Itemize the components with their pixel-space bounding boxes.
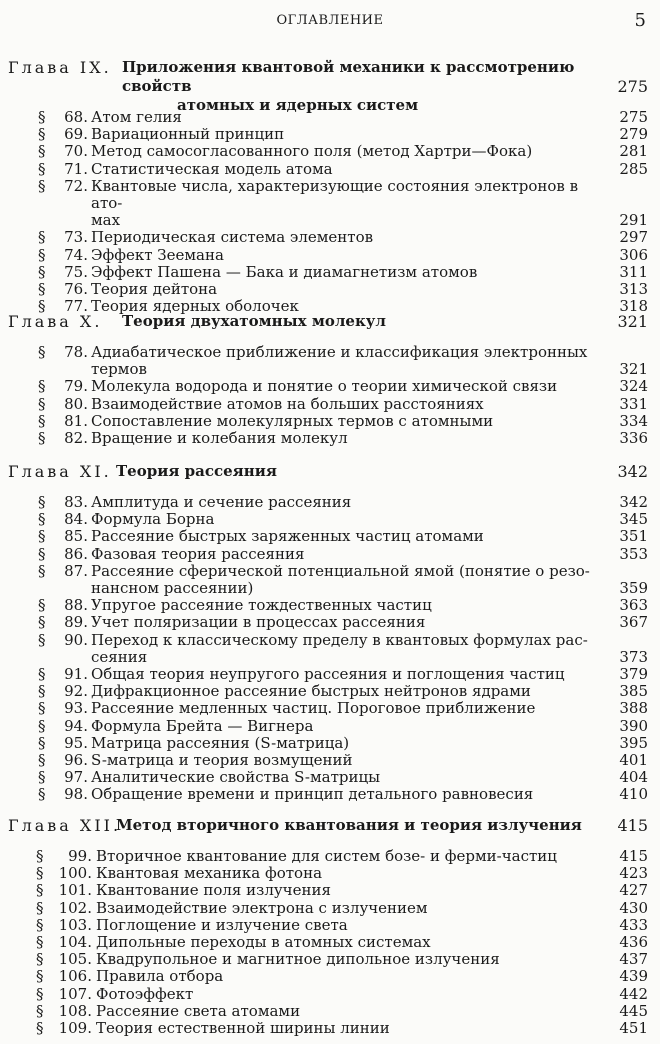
section-page: 351	[619, 527, 648, 546]
section-page: 285	[619, 159, 648, 178]
section-list	[0, 848, 660, 1037]
section-page: 436	[619, 933, 648, 952]
section-symbol: §	[38, 228, 46, 247]
section-page: 437	[619, 950, 648, 969]
section-symbol: §	[38, 716, 46, 735]
section-symbol: §	[38, 665, 46, 684]
section-title: Сопоставление молекулярных термов с атомными	[91, 411, 494, 430]
section-page: 385	[619, 682, 648, 701]
toc-entry	[0, 126, 660, 143]
toc-entry	[0, 735, 660, 752]
section-number: 75.	[64, 262, 88, 281]
toc-entry	[0, 1003, 660, 1020]
section-title: Обращение времени и принцип детального равновесия	[91, 785, 534, 804]
section-title: Общая теория неупругого рассеяния и поглощения частиц	[91, 665, 565, 684]
section-title: Квантовые числа, характеризующие состояния электронов в ато- мах	[91, 178, 612, 230]
toc-entry	[0, 264, 660, 281]
section-title: Метод самосогласованного поля (метод Хартри—Фока)	[91, 142, 533, 161]
section-number: 68.	[64, 108, 88, 126]
section-number: 74.	[64, 245, 88, 264]
chapter-heading	[0, 58, 660, 114]
section-title-continued: нансном рассеянии)	[91, 579, 254, 598]
section-title: Формула Брейта — Вигнера	[91, 716, 314, 735]
section-number: 92.	[64, 682, 88, 701]
section-number: 80.	[64, 394, 88, 413]
toc-entry	[0, 986, 660, 1003]
section-page: 342	[619, 493, 648, 511]
section-page: 404	[619, 768, 648, 787]
section-symbol: §	[38, 245, 46, 264]
section-symbol: §	[38, 280, 46, 299]
section-title: Статистическая модель атома	[91, 159, 333, 178]
chapter-9	[0, 58, 660, 315]
toc-entry	[0, 344, 660, 378]
section-title: Квадрупольное и магнитное дипольное излучения	[96, 950, 500, 969]
section-page: 318	[619, 297, 648, 316]
section-symbol: §	[36, 933, 44, 952]
section-page: 379	[619, 665, 648, 684]
chapter-heading	[0, 312, 660, 331]
toc-entry	[0, 700, 660, 717]
section-title: Рассеяние медленных частиц. Пороговое приближение	[91, 699, 536, 718]
section-number: 101.	[58, 881, 92, 900]
section-page: 353	[619, 544, 648, 563]
section-symbol: §	[38, 699, 46, 718]
section-symbol: §	[36, 898, 44, 917]
section-page: 415	[619, 847, 648, 865]
section-page: 359	[619, 579, 648, 598]
toc-entry	[0, 396, 660, 413]
section-title: Периодическая система элементов	[91, 228, 374, 247]
chapter-label: Глава X.	[8, 312, 103, 331]
section-title: Взаимодействие атомов на больших расстояниях	[91, 394, 484, 413]
section-symbol: §	[38, 108, 46, 126]
section-title-continued: сеяния	[91, 647, 148, 666]
toc-entry	[0, 494, 660, 511]
section-title: Вторичное квантование для систем бозе- и ферми-частиц	[96, 847, 557, 865]
toc-entry	[0, 752, 660, 769]
page-header	[0, 10, 660, 32]
section-symbol: §	[38, 394, 46, 413]
section-number: 102.	[58, 898, 92, 917]
section-page: 345	[619, 510, 648, 529]
toc-entry	[0, 848, 660, 865]
section-title: Теория ядерных оболочек	[91, 297, 299, 316]
page-title: ОГЛАВЛЕНИЕ	[276, 13, 384, 28]
chapter-title: Теория рассеяния	[116, 462, 277, 480]
section-number: 104.	[58, 933, 92, 952]
section-number: 69.	[64, 125, 88, 144]
section-symbol: §	[38, 411, 46, 430]
section-page: 311	[619, 262, 648, 281]
section-page: 367	[619, 613, 648, 632]
toc-entry	[0, 865, 660, 882]
section-title: Рассеяние быстрых заряженных частиц атомами	[91, 527, 484, 546]
section-symbol: §	[36, 864, 44, 883]
section-number: 106.	[58, 967, 92, 986]
section-number: 89.	[64, 613, 88, 632]
section-symbol: §	[36, 1019, 44, 1038]
toc-entry	[0, 597, 660, 614]
chapter-12	[0, 816, 660, 1037]
section-title: Молекула водорода и понятие о теории химической связи	[91, 377, 558, 396]
section-symbol: §	[36, 915, 44, 934]
toc-entry	[0, 563, 660, 597]
section-title: Переход к классическому пределу в квантовых формулах рас- сеяния	[91, 632, 612, 666]
section-page: 331	[619, 394, 648, 413]
section-page: 275	[619, 108, 648, 126]
toc-entry	[0, 281, 660, 298]
section-symbol: §	[36, 881, 44, 900]
toc-entry	[0, 718, 660, 735]
toc-entry	[0, 917, 660, 934]
section-title: Дипольные переходы в атомных системах	[96, 933, 431, 952]
section-number: 105.	[58, 950, 92, 969]
section-page: 324	[619, 377, 648, 396]
section-symbol: §	[38, 733, 46, 752]
section-number: 99.	[68, 847, 92, 865]
section-symbol: §	[38, 768, 46, 787]
section-page: 445	[619, 1001, 648, 1020]
section-title: Вариационный принцип	[91, 125, 285, 144]
section-title: Рассеяние света атомами	[96, 1001, 301, 1020]
section-symbol: §	[38, 613, 46, 632]
section-page: 410	[619, 785, 648, 804]
chapter-page: 321	[617, 312, 648, 331]
chapter-label: Глава XI.	[8, 462, 112, 481]
section-number: 107.	[58, 984, 92, 1003]
section-symbol: §	[38, 751, 46, 770]
section-symbol: §	[36, 950, 44, 969]
section-title: Поглощение и излучение света	[96, 915, 348, 934]
chapter-label: Глава IX.	[8, 58, 112, 77]
section-number: 90.	[64, 630, 88, 649]
section-page: 279	[619, 125, 648, 144]
toc-entry	[0, 178, 660, 230]
section-title: Эффект Пашена — Бака и диамагнетизм атомов	[91, 262, 478, 281]
section-page: 439	[619, 967, 648, 986]
toc-entry	[0, 632, 660, 666]
section-list	[0, 494, 660, 804]
chapter-title: Метод вторичного квантования и теория излучения	[116, 816, 582, 834]
toc-entry	[0, 769, 660, 786]
section-number: 87.	[64, 561, 88, 580]
chapter-title-continued: атомных и ядерных систем	[177, 96, 419, 114]
section-symbol: §	[38, 682, 46, 701]
section-title-continued: мах	[91, 211, 121, 230]
section-title: Аналитические свойства S-матрицы	[91, 768, 381, 787]
toc-entry	[0, 882, 660, 899]
section-page: 427	[619, 881, 648, 900]
chapter-page: 342	[617, 462, 648, 481]
section-page: 451	[619, 1019, 648, 1038]
toc-entry	[0, 413, 660, 430]
section-title: Матрица рассеяния (S-матрица)	[91, 733, 350, 752]
section-number: 83.	[64, 493, 88, 511]
section-number: 86.	[64, 544, 88, 563]
toc-entry	[0, 1020, 660, 1037]
section-title: Квантовая механика фотона	[96, 864, 323, 883]
section-symbol: §	[36, 984, 44, 1003]
toc-entry	[0, 968, 660, 985]
section-symbol: §	[38, 493, 46, 511]
section-symbol: §	[38, 176, 46, 195]
section-symbol: §	[38, 297, 46, 316]
toc-entry	[0, 666, 660, 683]
section-page: 388	[619, 699, 648, 718]
toc-entry	[0, 430, 660, 447]
section-page: 291	[619, 211, 648, 230]
toc-entry	[0, 934, 660, 951]
section-number: 97.	[64, 768, 88, 787]
section-title: Рассеяние сферической потенциальной ямой (понятие о резо- нансном рассеянии)	[91, 563, 612, 597]
section-number: 70.	[64, 142, 88, 161]
section-title: Взаимодействие электрона с излучением	[96, 898, 428, 917]
section-symbol: §	[38, 510, 46, 529]
section-page: 430	[619, 898, 648, 917]
section-page: 401	[619, 751, 648, 770]
toc-entry	[0, 900, 660, 917]
section-page: 297	[619, 228, 648, 247]
toc-entry	[0, 511, 660, 528]
section-title: Упругое рассеяние тождественных частиц	[91, 596, 432, 615]
section-number: 96.	[64, 751, 88, 770]
section-title: Амплитуда и сечение рассеяния	[91, 493, 352, 511]
chapter-heading	[0, 816, 660, 835]
section-number: 98.	[64, 785, 88, 804]
chapter-10	[0, 312, 660, 447]
section-symbol: §	[38, 125, 46, 144]
section-number: 81.	[64, 411, 88, 430]
section-title-continued: термов	[91, 360, 147, 379]
section-number: 108.	[58, 1001, 92, 1020]
section-list	[0, 344, 660, 447]
section-symbol: §	[38, 159, 46, 178]
section-number: 93.	[64, 699, 88, 718]
section-page: 373	[619, 647, 648, 666]
section-page: 334	[619, 411, 648, 430]
section-number: 88.	[64, 596, 88, 615]
section-title: Дифракционное рассеяние быстрых нейтронов ядрами	[91, 682, 531, 701]
page-number: 5	[634, 10, 646, 31]
section-title: Эффект Зеемана	[91, 245, 224, 264]
toc-entry	[0, 546, 660, 563]
chapter-label: Глава XII.	[8, 816, 122, 835]
section-number: 71.	[64, 159, 88, 178]
section-title: Теория дейтона	[91, 280, 218, 299]
toc-entry	[0, 247, 660, 264]
section-number: 82.	[64, 429, 88, 448]
section-number: 100.	[58, 864, 92, 883]
section-page: 395	[619, 733, 648, 752]
section-symbol: §	[38, 377, 46, 396]
chapter-title: Теория двухатомных молекул	[122, 312, 386, 330]
section-page: 321	[619, 360, 648, 379]
section-title: Фотоэффект	[96, 984, 194, 1003]
section-number: 91.	[64, 665, 88, 684]
section-symbol: §	[38, 596, 46, 615]
section-symbol: §	[38, 527, 46, 546]
section-number: 78.	[64, 343, 88, 361]
section-number: 72.	[64, 176, 88, 195]
section-page: 423	[619, 864, 648, 883]
section-list	[0, 109, 660, 315]
section-symbol: §	[38, 785, 46, 804]
section-page: 433	[619, 915, 648, 934]
toc-entry	[0, 161, 660, 178]
section-number: 84.	[64, 510, 88, 529]
section-symbol: §	[38, 544, 46, 563]
section-page: 313	[619, 280, 648, 299]
toc-entry	[0, 951, 660, 968]
section-symbol: §	[38, 429, 46, 448]
section-number: 103.	[58, 915, 92, 934]
section-page: 306	[619, 245, 648, 264]
section-symbol: §	[38, 262, 46, 281]
toc-entry	[0, 143, 660, 160]
chapter-heading	[0, 462, 660, 481]
toc-entry	[0, 229, 660, 246]
section-number: 109.	[58, 1019, 92, 1038]
chapter-title: Приложения квантовой механики к рассмотрению свойств атомных и ядерных систем	[122, 58, 610, 115]
section-symbol: §	[36, 1001, 44, 1020]
chapter-page: 415	[617, 816, 648, 835]
toc-entry	[0, 683, 660, 700]
section-title: Адиабатическое приближение и классификация электронных термов	[91, 344, 612, 378]
section-title: Формула Борна	[91, 510, 215, 529]
section-symbol: §	[38, 343, 46, 361]
section-title: S-матрица и теория возмущений	[91, 751, 353, 770]
section-number: 85.	[64, 527, 88, 546]
section-title: Фазовая теория рассеяния	[91, 544, 305, 563]
chapter-page: 275	[617, 77, 648, 96]
section-title: Учет поляризации в процессах рассеяния	[91, 613, 426, 632]
section-title: Теория естественной ширины линии	[96, 1019, 390, 1038]
section-number: 94.	[64, 716, 88, 735]
toc-entry	[0, 614, 660, 631]
section-title: Вращение и колебания молекул	[91, 429, 348, 448]
section-symbol: §	[38, 630, 46, 649]
section-page: 336	[619, 429, 648, 448]
section-symbol: §	[36, 847, 44, 865]
section-page: 363	[619, 596, 648, 615]
chapter-11	[0, 462, 660, 804]
section-number: 79.	[64, 377, 88, 396]
section-symbol: §	[38, 561, 46, 580]
section-number: 76.	[64, 280, 88, 299]
toc-entry	[0, 378, 660, 395]
section-page: 390	[619, 716, 648, 735]
section-page: 281	[619, 142, 648, 161]
section-title: Квантование поля излучения	[96, 881, 331, 900]
toc-entry	[0, 109, 660, 126]
section-number: 95.	[64, 733, 88, 752]
section-symbol: §	[38, 142, 46, 161]
section-symbol: §	[36, 967, 44, 986]
section-title: Атом гелия	[91, 108, 182, 126]
section-title: Правила отбора	[96, 967, 224, 986]
toc-entry	[0, 786, 660, 803]
section-number: 73.	[64, 228, 88, 247]
toc-entry	[0, 528, 660, 545]
section-number: 77.	[64, 297, 88, 316]
section-page: 442	[619, 984, 648, 1003]
